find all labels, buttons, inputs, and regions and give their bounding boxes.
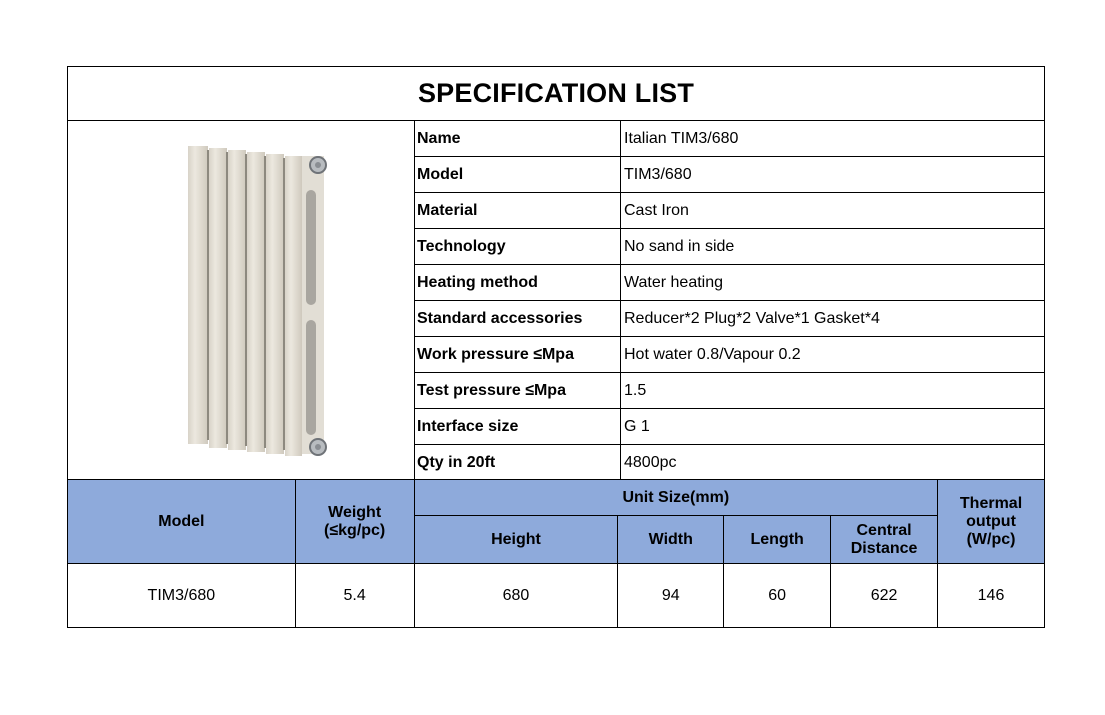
spec-value: Water heating [621, 265, 1045, 301]
table-row [68, 564, 1045, 628]
spec-value: Reducer*2 Plug*2 Valve*1 Gasket*4 [621, 301, 1045, 337]
spec-label: Test pressure ≤Mpa [415, 373, 621, 409]
header-thermal-line1: Thermal [959, 494, 1023, 512]
spec-value: Italian TIM3/680 [621, 121, 1045, 157]
cell-height: 680 [414, 564, 618, 628]
cast-iron-radiator-image [68, 120, 414, 479]
header-thermal-line2: output [966, 512, 1016, 530]
spec-row [415, 121, 1045, 157]
spec-label: Standard accessories [415, 301, 621, 337]
spec-row [415, 337, 1045, 373]
header-thermal-output [938, 480, 1045, 564]
header-model: Model [68, 480, 296, 564]
cell-length: 60 [724, 564, 831, 628]
spec-label: Model [415, 157, 621, 193]
header-height: Height [414, 516, 618, 564]
header-length: Length [724, 516, 831, 564]
spec-row [415, 301, 1045, 337]
header-row [68, 480, 1045, 516]
spec-value: Hot water 0.8/Vapour 0.2 [621, 337, 1045, 373]
spec-label: Work pressure ≤Mpa [415, 337, 621, 373]
spec-label: Name [415, 121, 621, 157]
header-thermal-line3: (W/pc) [966, 530, 1016, 548]
header-weight [295, 480, 414, 564]
spec-label: Heating method [415, 265, 621, 301]
cell-width: 94 [618, 564, 724, 628]
spec-label: Qty in 20ft [415, 445, 621, 481]
spec-label: Interface size [415, 409, 621, 445]
spec-row [415, 265, 1045, 301]
header-weight-line2: (≤kg/pc) [324, 521, 386, 539]
spec-row [415, 409, 1045, 445]
spec-row [415, 445, 1045, 481]
header-weight-line1: Weight [328, 503, 382, 521]
title-cell [67, 66, 1045, 121]
cell-central-distance: 622 [831, 564, 938, 628]
header-unit-size: Unit Size(mm) [414, 480, 937, 516]
page-title: SPECIFICATION LIST [417, 78, 695, 108]
cell-thermal-output: 146 [938, 564, 1045, 628]
header-central-distance [831, 516, 938, 564]
header-central-line2: Distance [850, 539, 918, 557]
spec-value: 1.5 [621, 373, 1045, 409]
product-image-cell [67, 120, 414, 479]
dimension-table [67, 479, 1045, 628]
spec-label: Material [415, 193, 621, 229]
specification-sheet [67, 66, 1045, 629]
spec-row [415, 373, 1045, 409]
spec-value: TIM3/680 [621, 157, 1045, 193]
cell-weight: 5.4 [295, 564, 414, 628]
spec-value: G 1 [621, 409, 1045, 445]
spec-row [415, 193, 1045, 229]
spec-row [415, 229, 1045, 265]
header-width: Width [618, 516, 724, 564]
spec-label: Technology [415, 229, 621, 265]
spec-value: Cast Iron [621, 193, 1045, 229]
header-central-line1: Central [856, 521, 912, 539]
spec-row [415, 157, 1045, 193]
spec-table [414, 120, 1045, 481]
spec-value: No sand in side [621, 229, 1045, 265]
cell-model: TIM3/680 [68, 564, 296, 628]
spec-value: 4800pc [621, 445, 1045, 481]
